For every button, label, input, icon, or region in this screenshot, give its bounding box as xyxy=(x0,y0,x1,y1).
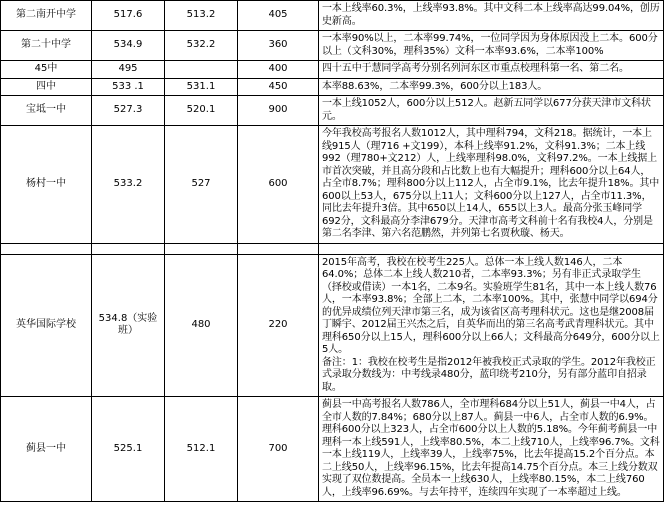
note-paragraph: 今年我校高考报名人数1012人，其中理科794，文科218。据统计，一本上线915人（理716 +文199），本科上线率91.2%，文科91.3%；二本上线992（理780+文212）人，上线率理科98.0%，文科97.2%。一本上线据上市首次突破，并且高分段和占比数上也有大幅提升；理科600分以上64人，占全市8.7%；理科800分以上112人，占全市9.1%，比去年提升18%。其中600以上53人，675分以上11人；文科600分以上127人，占全市11.3%，同比去年提升3倍。其中650以上14人，655以上3人。最高分张玉峰同学692分，文科最高分李津679分。天津市高考文科前十名有我校4人，分别是第二名李津、第六名范鹏然，并列第七名贾秋璇、杨天。 xyxy=(322,128,660,239)
note-paragraph: 本率88.63%，二本率99.3%，600分以上183人。 xyxy=(322,80,548,92)
cell-score1: 533 .1 xyxy=(92,78,165,96)
cell-score1: 533.2 xyxy=(92,126,165,244)
table-row xyxy=(1,96,664,126)
note-paragraph: 蓟县一中高考报名人数786人，全市理科684分以上51人，蓟县一中4人，占全市人数的7.84%；680分以上87人。蓟县一中6人，占全市人数的6.9%。理科600分以上323人，占全市600分以上人数的5.18%。今年蓟考蓟县一中理科一本上线591人，上线率80.5%，本二上线710人，上线率96.7%。文科一本上线119人，上线率39人，上线率75%，比去年提高15.2个百分点。本二上线50人，上线率96.15%，比去年提高14.75个百分点。本三上线分数双实现了双位数提高。全员本一上线630人，上线率80.15%，本二上线760人，上线率96.69%。与去年持平，连续四年实现了一本率超过上线。 xyxy=(322,399,660,498)
table-row xyxy=(1,31,664,61)
cell-school: 杨村一中 xyxy=(1,126,92,244)
cell-school: 45中 xyxy=(1,61,92,79)
cell-score1: 495 xyxy=(92,61,165,79)
table-row xyxy=(1,78,664,96)
cell-school: 蓟县一中 xyxy=(1,397,92,502)
spacer-cell xyxy=(1,243,92,254)
cell-score1: 534.9 xyxy=(92,31,165,61)
table-row xyxy=(1,397,664,502)
table-row xyxy=(1,61,664,79)
cell-score1: 527.3 xyxy=(92,96,165,126)
cell-notes xyxy=(319,61,664,79)
spacer-cell xyxy=(165,243,238,254)
note-paragraph: 2015年高考，我校在校考生225人。总体一本上线人数146人，二本64.0%；总体二本上线人数210者，二本率93.3%；另有非正式录取学生（择校或借读）一本1名，二本9名。实验班学生81名，其中一本上线人数76人，一本率93.8%；全部上二本，二本率100%。其中，张慧中同学以694分的优异成绩位列天津市第三名，成为该省区高考理科状元。这也是继2008届丁瞬宇、2012届王兴杰之后，自英华而出的第三名高考武青理科状元。其中理科650分以上15人，理科600分以上66人；文科最高分649分，600分以上5人。 xyxy=(322,256,660,355)
table-body xyxy=(1,1,664,502)
cell-score2: 532.2 xyxy=(165,31,238,61)
cell-score2: 527 xyxy=(165,126,238,244)
cell-notes xyxy=(319,254,664,397)
spacer-cell xyxy=(319,243,664,254)
cell-school: 第二南开中学 xyxy=(1,1,92,31)
spacer-cell xyxy=(238,243,319,254)
cell-school: 英华国际学校 xyxy=(1,254,92,397)
spacer-cell xyxy=(92,243,165,254)
cell-school: 第二十中学 xyxy=(1,31,92,61)
cell-notes xyxy=(319,126,664,244)
cell-notes xyxy=(319,96,664,126)
cell-score2: 513.2 xyxy=(165,1,238,31)
cell-score3: 400 xyxy=(238,61,319,79)
cell-score1: 517.6 xyxy=(92,1,165,31)
table-row xyxy=(1,126,664,244)
cell-notes xyxy=(319,1,664,31)
note-paragraph: 四十五中于慧同学高考分别名列河东区市重点校理科第一名、第二名。 xyxy=(322,63,629,74)
cell-score3: 900 xyxy=(238,96,319,126)
table-spacer-row xyxy=(1,243,664,254)
cell-notes xyxy=(319,397,664,502)
cell-score3: 360 xyxy=(238,31,319,61)
cell-notes xyxy=(319,31,664,61)
note-paragraph: 备注：1：我校在校考生是指2012年被我校正式录取的学生。2012年我校正式录取分数线为：中考线录480分，蓝印绕考210分，另有部分蓝印自招录取。 xyxy=(322,356,656,393)
note-paragraph: 一本上线1052人，600分以上512人。赵新五同学以677分获天津市文科状元。 xyxy=(322,98,651,122)
cell-score3: 220 xyxy=(238,254,319,397)
note-paragraph: 一本率90%以上，二本率99.74%，一位同学因为身体原因没上二本。600分以上（文科30%，理科35%）文科一本率93.6%，二本率100% xyxy=(322,33,658,57)
cell-score3: 600 xyxy=(238,126,319,244)
table-row xyxy=(1,254,664,397)
cell-score1: 534.8（实验班） xyxy=(92,254,165,397)
note-paragraph: 一本上线率60.3%，上线率93.8%。其中文科二本上线率高达99.04%，创历史新高。 xyxy=(322,3,660,27)
cell-school: 四中 xyxy=(1,78,92,96)
cell-score3: 405 xyxy=(238,1,319,31)
cell-score2: 531.1 xyxy=(165,78,238,96)
table-row xyxy=(1,1,664,31)
cell-score2 xyxy=(165,61,238,79)
cell-score1: 525.1 xyxy=(92,397,165,502)
cell-score2: 512.1 xyxy=(165,397,238,502)
cell-score3: 700 xyxy=(238,397,319,502)
cell-score3: 450 xyxy=(238,78,319,96)
cell-score2: 480 xyxy=(165,254,238,397)
cell-school: 宝坻一中 xyxy=(1,96,92,126)
cell-score2: 520.1 xyxy=(165,96,238,126)
cell-notes xyxy=(319,78,664,96)
